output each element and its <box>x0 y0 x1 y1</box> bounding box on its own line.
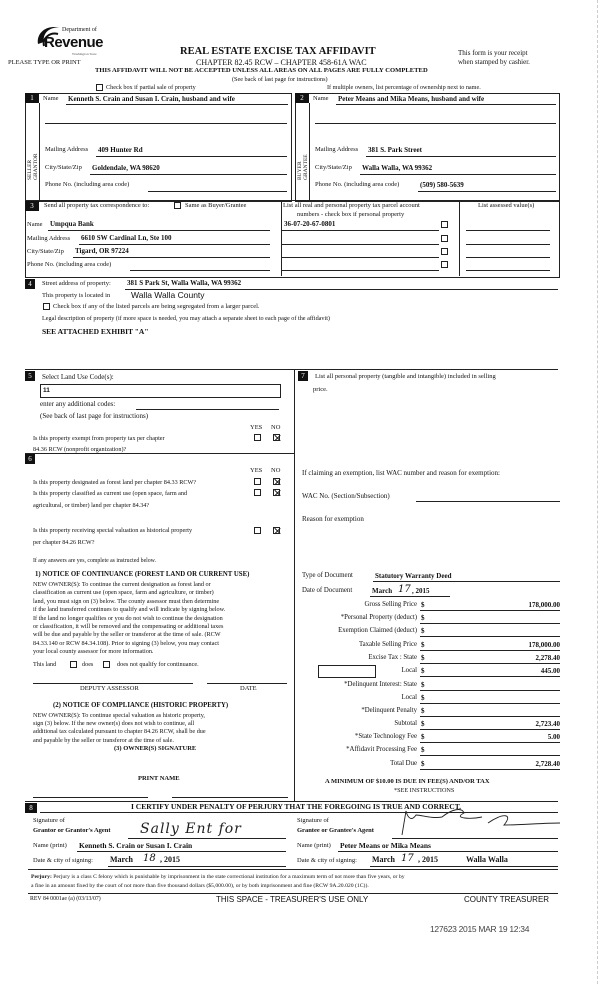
assessor-date-label: DATE <box>240 685 257 692</box>
amount-value[interactable]: 2,728.40 <box>535 760 560 768</box>
currency-sign: $ <box>421 733 425 741</box>
amount-label: Taxable Selling Price <box>358 641 417 648</box>
amount-label: Local <box>401 694 417 701</box>
section-3-number: 3 <box>25 201 39 211</box>
warning-text: THIS AFFIDAVIT WILL NOT BE ACCEPTED UNLESS ALL AREAS ON ALL PAGES ARE FULLY COMPLETED <box>95 67 428 74</box>
forest-yes-checkbox[interactable] <box>254 478 261 485</box>
land-use-code: 11 <box>43 387 50 394</box>
parcel-number[interactable]: 36-07-20-67-0801 <box>284 220 336 228</box>
corr-name-label: Name <box>27 221 43 228</box>
current-use-question: Is this property classified as current use (open space, farm and <box>33 490 188 497</box>
see-instructions-note: *SEE INSTRUCTIONS <box>394 787 455 794</box>
currency-sign: $ <box>421 760 425 768</box>
personal-property-checkbox[interactable] <box>441 248 448 255</box>
corr-name[interactable]: Umpqua Bank <box>50 220 94 228</box>
doc-date-year[interactable]: , 2015 <box>412 587 430 595</box>
no-header: NO <box>271 424 281 431</box>
historic-question: Is this property receiving special valuation as historical property <box>33 527 193 534</box>
grantee-name[interactable]: Peter Means or Mika Means <box>340 841 431 850</box>
personal-property-checkbox[interactable] <box>441 235 448 242</box>
forest-question: Is this property designated as forest land per chapter 84.33 RCW? <box>33 479 197 486</box>
amount-value[interactable]: 178,000.00 <box>528 601 560 609</box>
amount-label: Local <box>401 667 417 674</box>
seller-mailing[interactable]: 409 Hunter Rd <box>98 146 143 154</box>
doc-type-label: Type of Document <box>302 572 353 579</box>
local-jurisdiction-field[interactable] <box>318 665 376 678</box>
buyer-phone[interactable]: (509) 580-5639 <box>420 181 464 189</box>
corr-mailing-label: Mailing Address <box>27 235 71 242</box>
buyer-name-label: Name <box>313 95 329 102</box>
property-street[interactable]: 381 S Park St, Walla Walla, WA 99362 <box>127 279 242 287</box>
amount-label: Subtotal <box>394 720 417 727</box>
grantee-signature[interactable] <box>392 805 562 837</box>
legal-label: Legal description of property (if more space is needed, you may attach a separate sheet to each page of the affidavit) <box>42 315 330 322</box>
yes-header: YES <box>250 424 263 431</box>
form-title: REAL ESTATE EXCISE TAX AFFIDAVIT <box>180 46 376 57</box>
doc-type[interactable]: Statutory Warranty Deed <box>375 572 452 580</box>
amount-value[interactable]: 445.00 <box>540 667 560 675</box>
grantee-signature-of: Signature of <box>297 817 329 824</box>
amount-value[interactable]: 2,278.40 <box>535 654 560 662</box>
see-back-note: (See back of last page for instructions) <box>232 76 328 83</box>
same-as-buyer-checkbox[interactable] <box>174 202 181 209</box>
buyer-city-label: City/State/Zip <box>315 164 352 171</box>
buyer-mailing[interactable]: 381 S. Park Street <box>368 146 422 154</box>
section-1-number: 1 <box>25 93 39 103</box>
street-label: Street address of property: <box>42 280 111 287</box>
buyer-mailing-label: Mailing Address <box>315 146 359 153</box>
deputy-assessor-line[interactable] <box>33 683 193 684</box>
grantor-agent-label: Grantor or Grantor's Agent <box>33 827 111 834</box>
section-5-top <box>25 369 558 370</box>
amount-label: *State Technology Fee <box>354 733 417 740</box>
historic-no-checkbox[interactable] <box>273 527 280 534</box>
grantee-date-year[interactable]: , 2015 <box>418 855 438 864</box>
segregated-checkbox[interactable] <box>43 303 50 310</box>
located-label: This property is located in <box>42 292 111 299</box>
current-use-question-2: agricultural, or timber) land per chapter 84.34? <box>33 502 150 509</box>
currency-sign: $ <box>421 654 425 662</box>
grantor-signature-of: Signature of <box>33 817 65 824</box>
current-use-no-checkbox[interactable] <box>273 489 280 496</box>
grantor-date-year[interactable]: , 2015 <box>160 855 180 864</box>
seller-city-label: City/State/Zip <box>45 164 82 171</box>
wac-label: WAC No. (Section/Subsection) <box>302 492 390 500</box>
amount-label: *Affidavit Processing Fee <box>346 746 417 753</box>
county-treasurer-label: COUNTY TREASURER <box>464 895 550 904</box>
historic-yes-checkbox[interactable] <box>254 527 261 534</box>
partial-sale-label: Check box if partial sale of property <box>106 84 196 91</box>
grantor-name[interactable]: Kenneth S. Crain or Susan I. Crain <box>79 841 193 850</box>
amount-value[interactable]: 5.00 <box>547 733 560 741</box>
grantee-date-label: Date & city of signing: <box>297 857 357 864</box>
logo-state: Washington State <box>72 52 97 56</box>
currency-sign: $ <box>421 614 425 622</box>
exempt-yes-checkbox[interactable] <box>254 434 261 441</box>
if-yes-note: If any answers are yes, complete as instructed below. <box>33 558 156 564</box>
currency-sign: $ <box>421 694 425 702</box>
grantor-signature[interactable]: Sally Ent for <box>140 821 242 837</box>
current-use-yes-checkbox[interactable] <box>254 489 261 496</box>
exemption-heading: If claiming an exemption, list WAC number and reason for exemption: <box>302 469 500 477</box>
exempt-no-checkbox[interactable] <box>273 434 280 441</box>
buyer-side-label: BUYER GRANTEE <box>297 154 309 180</box>
grantee-agent-label: Grantee or Grantee's Agent <box>297 827 374 834</box>
same-as-buyer-label: Same as Buyer/Grantee <box>185 202 247 209</box>
wac-field[interactable] <box>416 501 560 502</box>
grantee-city[interactable]: Walla Walla <box>466 855 508 864</box>
corr-mailing[interactable]: 6610 SW Cardinal Ln, Ste 100 <box>81 234 172 242</box>
amount-label: *Personal Property (deduct) <box>340 614 417 621</box>
no-header: NO <box>271 467 281 474</box>
treasurer-receipt-stamp: 127623 2015 MAR 19 12:34 <box>430 924 530 934</box>
personal-property-checkbox[interactable] <box>441 261 448 268</box>
yes-header: YES <box>250 467 263 474</box>
currency-sign: $ <box>421 627 425 635</box>
amount-label: *Delinquent Penalty <box>361 707 417 714</box>
currency-sign: $ <box>421 746 425 754</box>
print-name-label: PRINT NAME <box>138 775 180 782</box>
property-county[interactable]: Walla Walla County <box>131 290 205 300</box>
notice-continuance-title: 1) NOTICE OF CONTINUANCE (FOREST LAND OR CURRENT USE) <box>35 571 250 578</box>
land-does-not-checkbox[interactable] <box>103 661 110 668</box>
logo-dept: Department of <box>62 27 97 33</box>
personal-property-label: List all personal property (tangible and intangible) included in selling <box>315 373 496 380</box>
amount-value[interactable]: 178,000.00 <box>528 641 560 649</box>
grantee-name-label: Name (print) <box>297 842 331 849</box>
buyer-name[interactable]: Peter Means and Mika Means, husband and wife <box>338 95 485 103</box>
corr-phone-label: Phone No. (including area code) <box>27 261 112 268</box>
exemption-reason-label: Reason for exemption <box>302 515 364 523</box>
scan-edge <box>597 0 598 984</box>
does-label: does <box>82 661 94 668</box>
minimum-due-note: A MINIMUM OF $10.00 IS DUE IN FEE(S) AND/OR TAX <box>325 778 490 785</box>
land-does-checkbox[interactable] <box>70 661 77 668</box>
treasurer-space-label: THIS SPACE - TREASURER'S USE ONLY <box>216 895 369 904</box>
section-6-number: 6 <box>25 454 35 464</box>
exempt-question-2: 84.36 RCW (nonprofit organization)? <box>33 446 127 453</box>
parcels-heading-1: List all real and personal property tax parcel account <box>283 202 420 209</box>
logo-word: Revenue <box>44 34 104 51</box>
section-2-number: 2 <box>295 93 309 103</box>
form-revision: REV 84 0001ae (a) (03/13/07) <box>30 896 101 902</box>
seller-mailing-label: Mailing Address <box>45 146 89 153</box>
buyer-city[interactable]: Walla Walla, WA 99362 <box>362 164 433 172</box>
this-land-label: This land <box>33 661 57 668</box>
seller-name[interactable]: Kenneth S. Crain and Susan I. Crain, husband and wife <box>68 95 235 103</box>
exempt-question: Is this property exempt from property tax per chapter <box>33 435 165 442</box>
historic-question-2: per chapter 84.26 RCW? <box>33 539 95 546</box>
notice-compliance-text: NEW OWNER(S): To continue special valuation as historic property, sign (3) below. If the new owner(s) does not wish to continue, all additional tax calculated pursuant to chapter 84.26 RCW, shall be due and payable by the seller or transferor at the time of sale. <box>33 712 206 744</box>
please-type: PLEASE TYPE OR PRINT <box>8 59 81 66</box>
doc-date-day[interactable]: 17 <box>398 584 411 595</box>
personal-property-label-2: price. <box>313 386 328 393</box>
forest-no-checkbox[interactable] <box>273 478 280 485</box>
currency-sign: $ <box>421 720 425 728</box>
section-4-number: 4 <box>25 279 35 289</box>
currency-sign: $ <box>421 667 425 675</box>
notice-compliance-title: (2) NOTICE OF COMPLIANCE (HISTORIC PROPERTY) <box>53 702 229 709</box>
notice-continuance-text: NEW OWNER(S): To continue the current designation as forest land or classification as current use (open space, farm and agriculture, or timber) land, you must sign on (3) below. The county assessor must then determine if the land transferred continues to qualify and will indicate by signing below. If the land no longer qualifies or you do not wish to continue the designation or classification, it will be removed and the compensating or additional taxes will be due and payable by the seller or transferor at the time of sale. (RCW 84.33.140 or RCW 84.34.108). Prior to signing (3) below, you may contact your local county assessor for more information. <box>33 581 226 656</box>
amount-label: Exemption Claimed (deduct) <box>338 627 417 634</box>
column-divider <box>294 369 295 801</box>
owner-signature-line[interactable] <box>33 797 148 798</box>
parcels-heading-2: numbers - check box if personal property <box>297 211 405 218</box>
section-8-number: 8 <box>25 803 37 813</box>
seller-phone-label: Phone No. (including area code) <box>45 181 130 188</box>
amount-value[interactable]: 2,723.40 <box>535 720 560 728</box>
owner-signature-label: (3) OWNER(S) SIGNATURE <box>114 745 197 752</box>
amount-label: Excise Tax : State <box>368 654 417 661</box>
form-chapter: CHAPTER 82.45 RCW – CHAPTER 458-61A WAC <box>196 58 367 67</box>
seller-side-label: SELLER GRANTOR <box>27 153 39 180</box>
assessor-date-line[interactable] <box>207 683 287 684</box>
currency-sign: $ <box>421 707 425 715</box>
grantor-date-label: Date & city of signing: <box>33 857 93 864</box>
certify-statement: I CERTIFY UNDER PENALTY OF PERJURY THAT THE FOREGOING IS TRUE AND CORRECT. <box>131 802 462 811</box>
section-5-number: 5 <box>25 371 35 381</box>
section-7-number: 7 <box>298 371 308 381</box>
grantor-date-month[interactable]: March <box>110 855 133 864</box>
legal-description[interactable]: SEE ATTACHED EXHIBIT "A" <box>42 327 149 336</box>
land-use-label: Select Land Use Code(s): <box>42 373 114 381</box>
grantor-date-day[interactable]: 18 <box>143 853 156 864</box>
currency-sign: $ <box>421 641 425 649</box>
amount-label: Gross Selling Price <box>364 601 417 608</box>
corr-city-label: City/State/Zip <box>27 248 64 255</box>
grantor-name-label: Name (print) <box>33 842 67 849</box>
receipt-note-2: when stamped by cashier. <box>458 58 530 66</box>
grantee-date-day[interactable]: 17 <box>401 853 414 864</box>
land-use-code-field[interactable] <box>40 384 281 398</box>
currency-sign: $ <box>421 601 425 609</box>
personal-property-checkbox[interactable] <box>441 221 448 228</box>
receipt-note-1: This form is your receipt <box>458 49 528 57</box>
partial-sale-checkbox[interactable] <box>96 84 103 91</box>
land-use-see-back: (See back of last page for instructions) <box>40 412 149 420</box>
amount-label: *Delinquent Interest: State <box>344 681 417 688</box>
corr-city[interactable]: Tigard, OR 97224 <box>75 247 129 255</box>
perjury-notice: Perjury: Perjury is a class C felony which is punishable by imprisonment in the state correctional institution for a maximum term of not more than five years, or by a fine in an amount fixed by the court of not more than five thousand dollars ($5,000.00), or by both imprisonment and fine (RCW 9A.20.020 (1C)). <box>31 874 405 889</box>
multiple-owners-note: If multiple owners, list percentage of ownership next to name. <box>327 84 481 91</box>
assessed-heading: List assessed value(s) <box>478 202 535 209</box>
owner-print-name-line[interactable] <box>172 797 288 798</box>
doc-date-label: Date of Document <box>302 587 353 594</box>
correspondence-heading: Send all property tax correspondence to: <box>44 202 150 209</box>
currency-sign: $ <box>421 681 425 689</box>
does-not-label: does not qualify for continuance. <box>117 661 199 668</box>
doc-date-month[interactable]: March <box>372 587 393 595</box>
buyer-phone-label: Phone No. (including area code) <box>315 181 400 188</box>
segregated-label: Check box if any of the listed parcels are being segregated from a larger parcel. <box>53 303 260 310</box>
seller-name-label: Name <box>43 95 59 102</box>
amount-label: Total Due <box>390 760 417 767</box>
additional-codes-label: enter any additional codes: <box>40 400 116 408</box>
deputy-assessor-label: DEPUTY ASSESSOR <box>80 685 139 692</box>
additional-codes-field[interactable] <box>136 409 279 410</box>
seller-city[interactable]: Goldendale, WA 98620 <box>92 164 160 172</box>
grantee-date-month[interactable]: March <box>372 855 395 864</box>
